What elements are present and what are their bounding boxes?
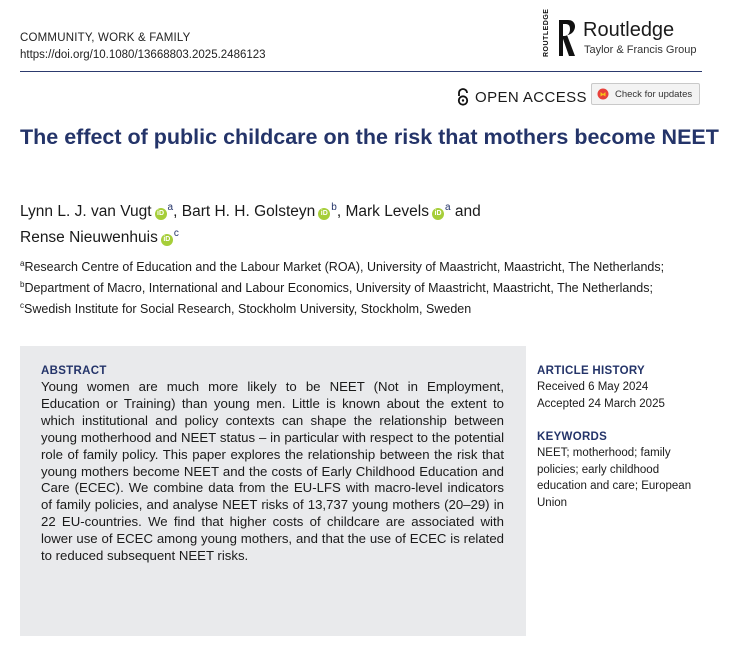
author-separator: , xyxy=(173,203,182,221)
keywords-heading: KEYWORDS xyxy=(537,431,608,443)
article-history-heading: ARTICLE HISTORY xyxy=(537,365,646,377)
journal-header xyxy=(20,30,266,64)
crossmark-icon xyxy=(597,88,609,100)
orcid-icon[interactable]: iD xyxy=(161,234,173,246)
abstract-heading: ABSTRACT xyxy=(41,365,107,377)
affiliation-text: Swedish Institute for Social Research, Stockholm University, Stockholm, Sweden xyxy=(24,302,472,317)
abstract-text: Young women are much more likely to be NEET (Not in Employment, Education or Training) than young men. Little is known about the extent to which institutional and policy contexts can shape the relationship between young motherhood and NEET status – in particular with respect to the potential role of family policy. This paper explores the relationship between the risk that young mothers become NEET and the costs of Early Childhood Education and Care (ECEC). We combine data from the EU-LFS with macro-level indicators of family policies, and analyse NEET risks of 13,737 young mothers (20–29) in 22 EU-countries. We find that higher costs of childcare are associated with lower use of ECEC among young mothers, and that the use of ECEC is related to reduced subsequent NEET risks. xyxy=(41,379,504,564)
orcid-icon[interactable]: iD xyxy=(432,208,444,220)
affiliations xyxy=(20,255,690,318)
open-lock-icon xyxy=(456,88,470,106)
affiliation-text: Department of Macro, International and Labour Economics, University of Maastricht, Maastricht, The Netherlands; xyxy=(24,281,653,296)
author-affiliation-mark: a xyxy=(445,202,451,213)
author-name[interactable]: Mark Levels xyxy=(345,203,429,221)
journal-name: COMMUNITY, WORK & FAMILY xyxy=(20,32,191,44)
check-for-updates-label: Check for updates xyxy=(615,88,693,100)
orcid-icon[interactable]: iD xyxy=(155,208,167,220)
routledge-logo-icon xyxy=(556,18,578,58)
author-name[interactable]: Lynn L. J. van Vugt xyxy=(20,203,152,221)
header-divider xyxy=(20,71,702,72)
keywords-text: NEET; motherhood; family policies; early childhood education and care; European Union xyxy=(537,447,692,509)
author-list xyxy=(20,197,720,249)
publisher-logo xyxy=(543,8,708,61)
received-date: Received 6 May 2024 xyxy=(537,381,649,393)
keywords xyxy=(537,430,707,511)
accepted-date: Accepted 24 March 2025 xyxy=(537,397,665,410)
affiliation-mark: a xyxy=(20,259,25,268)
affiliation-mark: c xyxy=(20,301,24,311)
author-affiliation-mark: c xyxy=(173,228,179,240)
author-name[interactable]: Bart H. H. Golsteyn xyxy=(181,203,316,221)
article-title: The effect of public childcare on the risk that mothers become NEET xyxy=(20,125,719,149)
author-affiliation-mark: b xyxy=(331,202,337,213)
publisher-name: Routledge xyxy=(583,19,675,41)
affiliation-mark: b xyxy=(20,280,25,290)
publisher-vertical-text: ROUTLEDGE xyxy=(543,8,550,57)
open-access-label: OPEN ACCESS xyxy=(475,88,587,106)
author-separator: , xyxy=(336,203,346,221)
author-affiliation-mark: a xyxy=(167,202,174,213)
author-name[interactable]: Rense Nieuwenhuis xyxy=(20,229,158,247)
article-history xyxy=(537,364,707,412)
check-for-updates-button[interactable] xyxy=(591,83,700,105)
open-access-badge xyxy=(456,87,587,107)
abstract-box xyxy=(20,346,526,636)
orcid-icon[interactable]: iD xyxy=(318,208,330,220)
doi-link[interactable]: https://doi.org/10.1080/13668803.2025.2486123 xyxy=(20,49,266,61)
author-separator: and xyxy=(450,203,481,221)
publisher-group: Taylor & Francis Group xyxy=(584,44,697,56)
affiliation-text: Research Centre of Education and the Labour Market (ROA), University of Maastricht, Maastricht, The Netherlands; xyxy=(24,260,665,275)
